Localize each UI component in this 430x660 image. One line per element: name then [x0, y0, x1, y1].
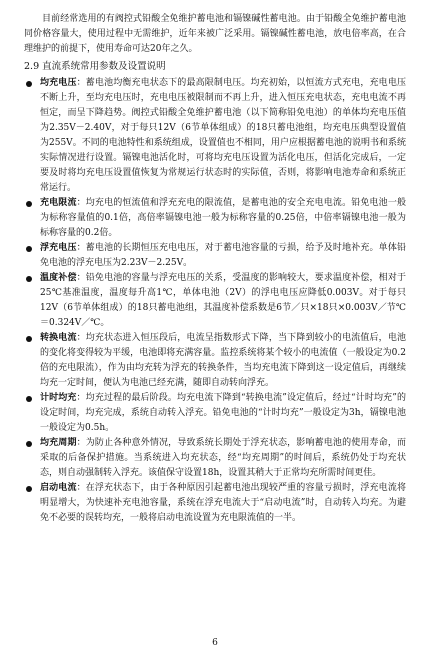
- item-term: 转换电流: [40, 333, 77, 343]
- item-text: ：蓄电池均衡充电状态下的最高限制电压。均充初始，以恒流方式充电，充电电压不断上升，至均充电压时，充电电压被限制而不再上升，进入恒压充电状态，充电电流不再恒定，而呈下降趋势。阀控式铅酸全免维护蓄电池（以下简称铅免电池）的单体均充电压值为2.35V－2.40V，对于每只12V（6节单体组成）的18只蓄电池组，均充电压典型设置值为255V。不同的电池特性和系统组成，设置值也不相同，用户应根据蓄电池的说明书和系统实际情况进行设置。镉镍电池活化时，可将均充电压设置为活化电压，但活化完成后，一定要及时将均充电压设置值恢复为常规运行状态时的实际值，否则，将影响电池寿命和系统正常运行。: [40, 78, 406, 193]
- parameter-list: [24, 76, 406, 526]
- list-item-timed-equalize: [24, 391, 406, 436]
- list-item-start-current: [24, 481, 406, 526]
- intro-paragraph: 目前经常选用的有阀控式铅酸全免维护蓄电池和镉镍碱性蓄电池。由于铅酸全免维护蓄电池同价格容量大，使用过程中无需维护，近年来被广泛采用。镉镍碱性蓄电池，放电倍率高，在合理维护的前提下，使用寿命可达20年之久。: [24, 14, 406, 54]
- section-title: 2.9 直流系统常用参数及设置说明: [24, 61, 166, 72]
- item-term: 启动电流: [40, 483, 77, 493]
- list-item-transfer-current: [24, 331, 406, 391]
- item-text: ：均充过程的最后阶段。均充电流下降到“转换电流”设定值后，经过“计时均充”的设定时间，均充完成，系统自动转入浮充。铅免电池的“计时均充”一般设定为3h，镉镍电池一般设定为0.5h。: [40, 393, 406, 433]
- bullet-icon: [26, 246, 32, 252]
- page-number: 6: [212, 638, 218, 648]
- item-term: 计时均充: [40, 393, 77, 403]
- item-term: 浮充电压: [40, 243, 77, 253]
- bullet-icon: [26, 441, 32, 447]
- item-text: ：均充状态进入恒压段后，电流呈指数形式下降，当下降到较小的电流值后，电池的变化将变得较为平缓，电池即将充满容量。监控系统将某个较小的电流值（一般设定为0.2倍的充电限流），作为由均充转为浮充的转换条件，当均充电流下降到这一设定值后，再继续均充一定时间，便认为电池已经充满，随即自动转向浮充。: [40, 333, 406, 388]
- item-term: 均充电压: [40, 78, 77, 88]
- list-item-temperature-compensation: [24, 271, 406, 331]
- item-text: ：在浮充状态下，由于各种原因引起蓄电池出现较严重的容量亏损时，浮充电流将明显增大，为快速补充电池容量，系统在浮充电流大于“启动电流”时，自动转入均充。为避免不必要的误转均充，一般将启动电流设置为充电限流值的一半。: [40, 483, 406, 523]
- bullet-icon: [26, 396, 32, 402]
- item-term: 充电限流: [40, 198, 77, 208]
- item-term: 均充周期: [40, 438, 77, 448]
- item-text: ：蓄电池的长期恒压充电电压，对于蓄电池容量的亏损，给予及时地补充。单体铅免电池的浮充电压为2.23V－2.25V。: [40, 243, 406, 268]
- list-item-float-voltage: [24, 241, 406, 271]
- item-text: ：为防止各种意外情况，导致系统长期处于浮充状态，影响蓄电池的使用寿命，而采取的后备保护措施。当系统进入均充状态，经“均充周期”的时间后，系统仍处于均充状态，则自动强制转入浮充。该值保守设置18h，设置其稍大于正常均充所需时间更佳。: [40, 438, 406, 478]
- item-text: ：均充电的恒流值和浮充充电的限流值，是蓄电池的安全充电电流。铅免电池一般为标称容量值的0.1倍，高倍率镉镍电池一般为标称容量的0.25倍，中倍率镉镍电池一般为标称容量的0.2倍。: [40, 198, 406, 238]
- list-item-equalize-voltage: [24, 76, 406, 196]
- list-item-equalize-period: [24, 436, 406, 481]
- item-text: ：铅免电池的容量与浮充电压的关系，受温度的影响较大，要求温度补偿，相对于25℃基准温度，温度每升高1℃，单体电池（2V）的浮电电压应降低0.003V。对于每只12V（6节单体组成）的18只蓄电池组，其温度补偿系数是6节／只×18只×0.003V／节℃＝0.324V／℃。: [40, 273, 406, 328]
- bullet-icon: [26, 486, 32, 492]
- bullet-icon: [26, 336, 32, 342]
- bullet-icon: [26, 201, 32, 207]
- item-term: 温度补偿: [40, 273, 77, 283]
- bullet-icon: [26, 81, 32, 87]
- bullet-icon: [26, 276, 32, 282]
- list-item-charge-current-limit: [24, 196, 406, 241]
